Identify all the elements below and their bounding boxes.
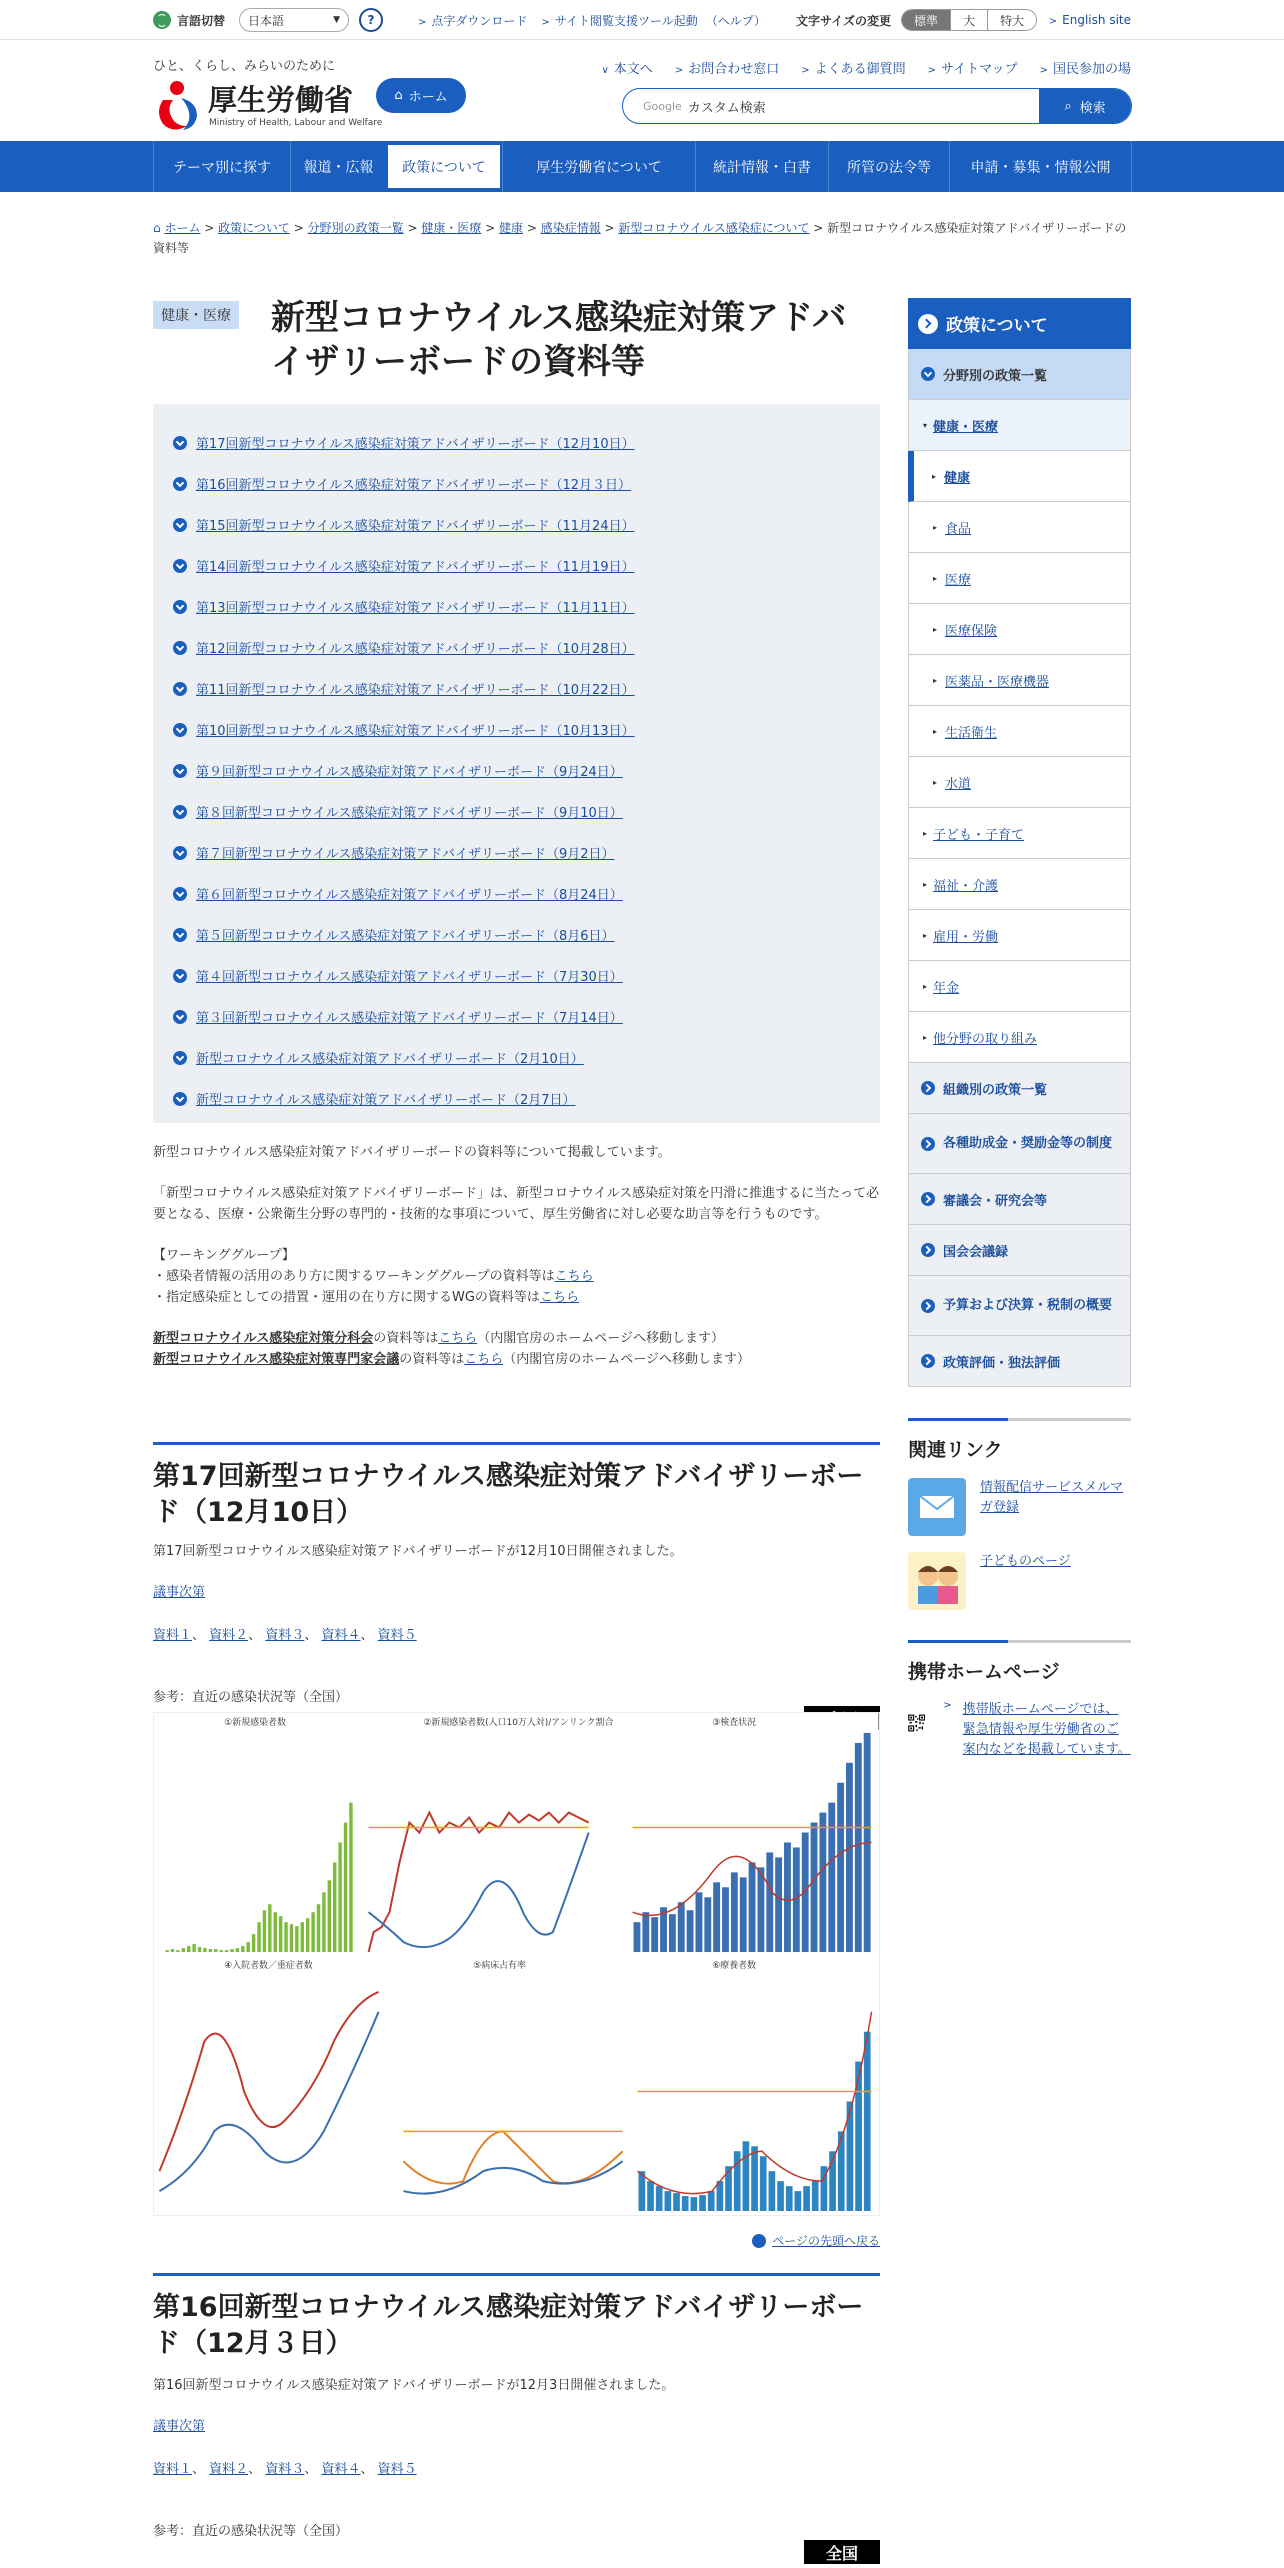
material-link[interactable]: 資料３ — [265, 2462, 305, 2477]
chevron-down-icon — [173, 764, 187, 778]
mhlw-logo-icon[interactable] — [153, 78, 205, 133]
chart-bar — [766, 1852, 773, 1952]
sidebar-item-by-field[interactable]: 分野別の政策一覧 — [908, 349, 1131, 400]
help-link[interactable]: （ヘルプ） — [705, 13, 766, 28]
chevron-right-icon — [921, 1081, 935, 1095]
section-description: 第17回新型コロナウイルス感染症対策アドバイザリーボードが12月10日開催されました。 — [153, 1544, 683, 1559]
nav-laws[interactable]: 所管の法令等 — [828, 141, 949, 192]
chart-bar — [171, 1949, 174, 1952]
chart-bar — [775, 1857, 782, 1952]
chart-bar — [665, 2191, 672, 2211]
chart-bar — [634, 1922, 641, 1952]
chart-bar — [230, 1949, 233, 1952]
page-title: 新型コロナウイルス感染症対策アドバイザリーボードの資料等 — [271, 298, 847, 382]
chart-bar — [187, 1946, 190, 1952]
accessibility-tool-link[interactable]: > サイト閲覧支援ツール起動 — [541, 13, 698, 28]
search-icon: ⌕ — [1064, 98, 1072, 114]
anchor-item[interactable]: 第４回新型コロナウイルス感染症対策アドバイザリーボード（7月30日） — [173, 955, 860, 996]
breadcrumb-link[interactable]: 分野別の政策一覧 — [307, 221, 404, 235]
anchor-item[interactable]: 第16回新型コロナウイルス感染症対策アドバイザリーボード（12月３日） — [173, 463, 860, 504]
globe-icon — [153, 11, 171, 29]
chart-bar — [811, 1823, 818, 1952]
search-button[interactable]: ⌕ 検索 — [1039, 89, 1131, 123]
qr-code-icon — [908, 1700, 925, 1746]
chevron-down-icon — [173, 805, 187, 819]
sidebar-item[interactable]: ▸ 医薬品・医療機器 — [908, 655, 1131, 706]
skip-to-content-link[interactable]: ∨ 本文へ — [601, 62, 653, 77]
agenda-link[interactable]: 議事次第 — [153, 1585, 206, 1600]
sidebar-item-health-medical[interactable]: ▾ 健康・医療 — [908, 400, 1131, 451]
chevron-down-icon — [173, 477, 187, 491]
breadcrumb-link[interactable]: 健康・医療 — [421, 221, 482, 235]
triangle-right-icon: ▸ — [933, 777, 938, 787]
chart-bar — [274, 1912, 277, 1952]
anchor-item[interactable]: 新型コロナウイルス感染症対策アドバイザリーボード（2月7日） — [173, 1078, 860, 1119]
sidebar-item[interactable]: ▸ 医療 — [908, 553, 1131, 604]
sidebar-item[interactable]: ▸ 水道 — [908, 757, 1131, 808]
chart-bar — [322, 1892, 325, 1952]
chart-bar — [769, 2171, 776, 2211]
chart-bar — [328, 1880, 331, 1952]
chart-bar — [855, 1743, 862, 1952]
chart-bar — [669, 1914, 676, 1952]
chart-bar — [209, 1949, 212, 1952]
faq-link[interactable]: > よくある御質問 — [801, 62, 906, 77]
chevron-down-icon — [173, 887, 187, 901]
chart-bar — [225, 1950, 228, 1952]
anchor-item[interactable]: 新型コロナウイルス感染症対策アドバイザリーボード（2月10日） — [173, 1037, 860, 1078]
triangle-right-icon: ▸ — [933, 726, 938, 736]
chevron-right-icon — [921, 1299, 935, 1313]
chart-bar — [673, 2193, 680, 2211]
tagline: ひと、くらし、みらいのために — [153, 59, 336, 74]
search-input[interactable]: Google カスタム検索 — [643, 99, 766, 116]
chart-bar — [252, 1934, 255, 1952]
panel-title: ⑤病床占有率 — [473, 1960, 526, 1971]
nav-press[interactable]: 報道・広報 — [290, 141, 386, 192]
expert-meeting-name: 新型コロナウイルス感染症対策専門家会議 — [153, 1352, 400, 1367]
chart-bar — [846, 1763, 853, 1952]
chart-bar — [642, 1912, 649, 1952]
chart-bar — [279, 1916, 282, 1952]
material-link[interactable]: 資料５ — [377, 2462, 417, 2477]
panel-title: ④入院者数／重症者数 — [224, 1960, 313, 1971]
triangle-right-icon: ▸ — [933, 675, 938, 685]
reference-title: 参考：直近の感染状況等（全国） — [153, 1690, 349, 1705]
sidebar-head[interactable]: 政策について — [908, 298, 1131, 349]
nav-statistics[interactable]: 統計情報・白書 — [695, 141, 828, 192]
material-link[interactable]: 資料１ — [153, 2462, 193, 2477]
header-links — [601, 58, 1131, 77]
reference-title: 参考：直近の感染状況等（全国） — [153, 2524, 349, 2539]
chart-bar — [751, 2146, 758, 2211]
triangle-right-icon: ▸ — [932, 471, 937, 481]
sidebar-item[interactable]: 審議会・研究会等 — [908, 1174, 1131, 1225]
section-title: 第16回新型コロナウイルス感染症対策アドバイザリーボード（12月３日） — [153, 2273, 880, 2362]
wg-link[interactable]: こちら — [554, 1269, 594, 1284]
sidebar-item[interactable]: ▸ 雇用・労働 — [908, 910, 1131, 961]
chart-bar — [740, 1877, 747, 1952]
chart-bar — [691, 2197, 698, 2211]
english-site-link[interactable]: > English site — [1048, 13, 1131, 27]
chevron-down-icon — [173, 436, 187, 450]
breadcrumb: ⌂ ホーム > 政策について > 分野別の政策一覧 > 健康・医療 > 健康 > 感染症情報 > 新型コロナウイルス感染症について > 新型コロナウイルス感染症対策アドバイザリーボードの資料等 — [153, 221, 1127, 255]
chart-bar — [241, 1946, 244, 1952]
chart-bar — [717, 2181, 724, 2211]
sidebar-item[interactable]: 組織別の政策一覧 — [908, 1063, 1131, 1114]
sidebar-item[interactable]: 政策評価・独法評価 — [908, 1336, 1131, 1387]
wg-link[interactable]: こちら — [539, 1290, 579, 1305]
language-select[interactable]: 日本語 ▼ — [239, 8, 349, 32]
chevron-down-icon — [173, 846, 187, 860]
panel-title: ①新規感染者数 — [224, 1717, 286, 1728]
material-link[interactable]: 資料５ — [377, 1628, 417, 1643]
chart-bar — [203, 1948, 206, 1952]
contact-link[interactable]: > お問合わせ窓口 — [674, 62, 780, 77]
chevron-down-icon — [173, 1010, 187, 1024]
anchor-item[interactable]: 第５回新型コロナウイルス感染症対策アドバイザリーボード（8月6日） — [173, 914, 860, 955]
related-item-mail[interactable]: 情報配信サービスメルマガ登録 — [908, 1478, 1131, 1536]
panel-title: ⑥療養者数 — [712, 1960, 757, 1971]
chart-bar — [819, 1813, 826, 1952]
chart-bar — [708, 2191, 715, 2211]
chart-bar — [311, 1912, 314, 1952]
material-link[interactable]: 資料４ — [321, 2462, 361, 2477]
material-link[interactable]: 資料４ — [321, 1628, 361, 1643]
home-button[interactable]: ⌂ ホーム — [376, 78, 466, 113]
subcommittee-link[interactable]: こちら — [438, 1331, 478, 1346]
utility-bar — [0, 0, 1284, 40]
chart-bar — [236, 1948, 239, 1952]
section-title: 第17回新型コロナウイルス感染症対策アドバイザリーボード（12月10日） — [153, 1442, 880, 1531]
chart-bar — [263, 1910, 266, 1952]
chevron-right-icon — [921, 1354, 935, 1368]
chart-bar — [192, 1944, 195, 1952]
nav-about[interactable]: 厚生労働省について — [502, 141, 695, 192]
chart-bar — [344, 1823, 347, 1952]
chart-bar — [784, 1842, 791, 1952]
chevron-down-icon: ▼ — [333, 15, 341, 25]
chart-bar — [855, 2062, 862, 2211]
chart-bar — [828, 1803, 835, 1952]
sidebar-item[interactable]: 予算および決算・税制の概要 — [908, 1276, 1131, 1336]
chart-bar — [349, 1803, 352, 1952]
chevron-right-icon — [921, 1243, 935, 1257]
chevron-down-icon — [173, 559, 187, 573]
chart-bar — [257, 1922, 260, 1952]
chart-bar — [734, 2151, 741, 2211]
chart-bar — [333, 1862, 336, 1952]
sidebar-item[interactable]: ▸ 子ども・子育て — [908, 808, 1131, 859]
anchor-item[interactable]: 第14回新型コロナウイルス感染症対策アドバイザリーボード（11月19日） — [173, 545, 860, 586]
chart-bar — [757, 1867, 764, 1952]
related-links: 関連リンク 情報配信サービスメルマガ登録 子どものページ — [908, 1418, 1131, 1610]
anchor-item[interactable]: 第８回新型コロナウイルス感染症対策アドバイザリーボード（9月10日） — [173, 791, 860, 832]
agenda-link[interactable]: 議事次第 — [153, 2419, 206, 2434]
triangle-right-icon: ▸ — [933, 522, 938, 532]
chevron-right-icon — [918, 314, 938, 334]
chart-bar — [317, 1904, 320, 1952]
sidebar-item[interactable]: ▸ 年金 — [908, 961, 1131, 1012]
anchor-item[interactable]: 第11回新型コロナウイルス感染症対策アドバイザリーボード（10月22日） — [173, 668, 860, 709]
chart-bar — [837, 1783, 844, 1952]
mobile-site-item[interactable]: > 携帯版ホームページでは、緊急情報や厚生労働省のご案内などを掲載しています。 — [908, 1700, 1131, 1760]
chevron-down-icon — [173, 1092, 187, 1106]
site-logo-english: Ministry of Health, Labour and Welfare — [209, 118, 383, 128]
triangle-right-icon: ▸ — [923, 1032, 928, 1042]
home-icon: ⌂ — [153, 221, 161, 235]
chart-bar — [165, 1950, 168, 1952]
chart-bar — [301, 1922, 304, 1952]
font-size-large[interactable]: 大 — [950, 10, 987, 30]
sidebar-nav — [908, 298, 1131, 1387]
triangle-right-icon: ▸ — [923, 930, 928, 940]
chart-bar — [749, 1862, 756, 1952]
mobile-site: 携帯ホームページ > 携帯版ホームページでは、緊急情報や厚生労働省のご案内などを掲載しています。 — [908, 1640, 1131, 1760]
materials-links: 資料１、 資料２、 資料３、 資料４、 資料５ — [153, 1628, 417, 1643]
breadcrumb-link[interactable]: 政策について — [218, 221, 290, 235]
site-logo-title[interactable]: 厚生労働省 — [208, 83, 354, 117]
chart-bar — [803, 2186, 810, 2211]
chevron-down-icon — [921, 367, 935, 381]
chart-bar — [696, 1892, 703, 1952]
panel-title: ③検査状況 — [712, 1717, 757, 1728]
sidebar-item[interactable]: 各種助成金・奨励金等の制度 — [908, 1114, 1131, 1174]
language-switcher[interactable]: 言語切替 日本語 ▼ ? — [153, 0, 383, 40]
chevron-down-icon — [173, 518, 187, 532]
triangle-right-icon: ▸ — [923, 828, 928, 838]
chart-bar — [722, 1887, 729, 1952]
anchor-item[interactable]: 第17回新型コロナウイルス感染症対策アドバイザリーボード（12月10日） — [173, 422, 860, 463]
chart-bar — [731, 1872, 738, 1952]
panel-title: ②新規感染者数(人口10万人対)/アンリンク割合 — [423, 1717, 614, 1728]
sidebar-item[interactable]: ▸ 生活衛生 — [908, 706, 1131, 757]
chevron-down-icon — [173, 600, 187, 614]
chart-bar — [678, 1902, 685, 1952]
chevron-down-icon — [173, 928, 187, 942]
chart-bar — [219, 1950, 222, 1952]
chart-bar — [687, 1910, 694, 1952]
chart-bar — [725, 2166, 732, 2211]
chart-bar — [802, 1833, 809, 1953]
nationwide-badge: 全国 — [804, 2540, 880, 2564]
chevron-right-icon — [921, 1192, 935, 1206]
nav-applications[interactable]: 申請・募集・情報公開 — [949, 141, 1132, 192]
sidebar-item[interactable]: 国会会議録 — [908, 1225, 1131, 1276]
chart-bar — [306, 1918, 309, 1952]
anchor-item[interactable]: 第９回新型コロナウイルス感染症対策アドバイザリーボード（9月24日） — [173, 750, 860, 791]
braille-download-link[interactable]: > 点字ダウンロード — [418, 13, 528, 28]
materials-links: 資料１、 資料２、 資料３、 資料４、 資料５ — [153, 2462, 417, 2477]
chart-bar — [647, 2181, 654, 2211]
chart-bar — [295, 1926, 298, 1952]
chart-bar — [704, 1897, 711, 1952]
font-size-control: 文字サイズの変更 標準 大 特大 — [796, 0, 1037, 40]
chevron-down-icon — [173, 1051, 187, 1065]
sidebar-item[interactable]: ▸ 医療保険 — [908, 604, 1131, 655]
sidebar-item[interactable]: ▸ 食品 — [908, 502, 1131, 553]
breadcrumb-link[interactable]: 新型コロナウイルス感染症について — [618, 221, 810, 235]
help-icon[interactable]: ? — [359, 8, 383, 32]
chart-bar — [182, 1948, 185, 1952]
nav-theme[interactable]: テーマ別に探す — [153, 141, 290, 192]
font-size-xlarge[interactable]: 特大 — [987, 10, 1036, 30]
global-nav — [0, 141, 1284, 192]
chart-bar — [656, 2186, 663, 2211]
related-item-kids[interactable]: 子どものページ — [908, 1552, 1131, 1610]
triangle-right-icon: ▸ — [933, 573, 938, 583]
category-badge: 健康・医療 — [153, 301, 239, 329]
chevron-right-icon — [921, 1137, 935, 1151]
chart-bar — [338, 1842, 341, 1952]
anchor-item[interactable]: 第13回新型コロナウイルス感染症対策アドバイザリーボード（11月11日） — [173, 586, 860, 627]
chart-bar — [743, 2141, 750, 2211]
triangle-right-icon: ▸ — [923, 879, 928, 889]
anchor-item[interactable]: 第12回新型コロナウイルス感染症対策アドバイザリーボード（10月28日） — [173, 627, 860, 668]
chevron-down-icon — [173, 682, 187, 696]
chart-bar — [713, 1882, 720, 1952]
envelope-icon — [908, 1478, 966, 1536]
anchor-item[interactable]: 第７回新型コロナウイルス感染症対策アドバイザリーボード（9月2日） — [173, 832, 860, 873]
material-link[interactable]: 資料２ — [209, 1628, 249, 1643]
material-link[interactable]: 資料１ — [153, 1628, 193, 1643]
chevron-down-icon — [173, 969, 187, 983]
chart-bar — [786, 2186, 793, 2211]
chart-bar — [198, 1947, 201, 1952]
section-description: 第16回新型コロナウイルス感染症対策アドバイザリーボードが12月3日開催されました。 — [153, 2378, 675, 2393]
arrow-up-icon — [752, 2234, 766, 2248]
anchor-link-list — [153, 404, 880, 1123]
chart-bar — [760, 2156, 767, 2211]
chevron-down-icon — [173, 641, 187, 655]
intro-text: 新型コロナウイルス感染症対策アドバイザリーボードの資料等について掲載しています。 「新型コロナウイルス感染症対策アドバイザリーボード」は、新型コロナウイルス感染症対策を円滑に推進するに当たって必要となる、医療・公衆衛生分野の専門的・技術的な事項について、厚生労働省に対し必要な助言等を行うものです。 【ワーキンググループ】 ・感染者情報の活用のあり方に関するワーキンググループの資料等はこちら ・指定感染症としての措置・運用の在り方に関するWGの資料等はこちら 新型コロナウイルス感染症対策分科会の資料等はこちら（内閣官房のホームページへ移動します） 新型コロナウイルス感染症対策専門家会議の資料等はこちら（内閣官房のホームページへ移動します） — [153, 1145, 880, 1367]
breadcrumb-current: 新型コロナウイルス感染症対策アドバイザリーボードの資料等 — [153, 221, 1127, 255]
breadcrumb-link[interactable]: 健康 — [499, 221, 524, 235]
chart-bar — [247, 1942, 250, 1952]
font-size-standard[interactable]: 標準 — [902, 10, 950, 30]
chart-bar — [176, 1950, 179, 1952]
anchor-item[interactable]: 第６回新型コロナウイルス感染症対策アドバイザリーボード（8月24日） — [173, 873, 860, 914]
expert-meeting-link[interactable]: こちら — [464, 1352, 504, 1367]
chart-bar — [864, 2032, 871, 2211]
anchor-item[interactable]: 第10回新型コロナウイルス感染症対策アドバイザリーボード（10月13日） — [173, 709, 860, 750]
breadcrumb-link[interactable]: 感染症情報 — [540, 221, 601, 235]
sitemap-link[interactable]: > サイトマップ — [927, 62, 1018, 77]
public-participation-link[interactable]: > 国民参加の場 — [1039, 62, 1131, 77]
chart-bar — [795, 2191, 802, 2211]
triangle-down-icon: ▾ — [923, 420, 928, 430]
nav-policy[interactable]: 政策について — [386, 143, 502, 190]
anchor-item[interactable]: 第３回新型コロナウイルス感染症対策アドバイザリーボード（7月14日） — [173, 996, 860, 1037]
back-to-top-link[interactable]: ページの先頭へ戻る — [752, 2232, 880, 2249]
sidebar-item[interactable]: ▸ 福祉・介護 — [908, 859, 1131, 910]
sidebar-item[interactable]: ▸ 他分野の取り組み — [908, 1012, 1131, 1063]
triangle-right-icon: ▸ — [923, 981, 928, 991]
children-icon — [908, 1552, 966, 1610]
subcommittee-name: 新型コロナウイルス感染症対策分科会 — [153, 1331, 374, 1346]
chart-bar — [777, 2181, 784, 2211]
chart-bar — [290, 1924, 293, 1952]
material-link[interactable]: 資料３ — [265, 1628, 305, 1643]
material-link[interactable]: 資料２ — [209, 2462, 249, 2477]
utility-links — [418, 0, 766, 40]
site-search — [622, 88, 1132, 124]
chart-bar — [214, 1949, 217, 1952]
triangle-right-icon: ▸ — [933, 624, 938, 634]
home-icon: ⌂ — [394, 88, 403, 103]
breadcrumb-link[interactable]: ホーム — [164, 221, 201, 235]
sidebar-item[interactable]: ▸ 健康 — [908, 451, 1131, 502]
chart-bar — [651, 1917, 658, 1952]
chart-bar — [699, 2195, 706, 2211]
chart-bar — [268, 1904, 271, 1952]
infection-status-chart-image[interactable] — [153, 1712, 880, 2216]
chevron-down-icon — [173, 723, 187, 737]
chart-bar — [682, 2196, 689, 2211]
chart-bar — [812, 2181, 819, 2211]
chart-bar — [284, 1922, 287, 1952]
anchor-item[interactable]: 第15回新型コロナウイルス感染症対策アドバイザリーボード（11月24日） — [173, 504, 860, 545]
